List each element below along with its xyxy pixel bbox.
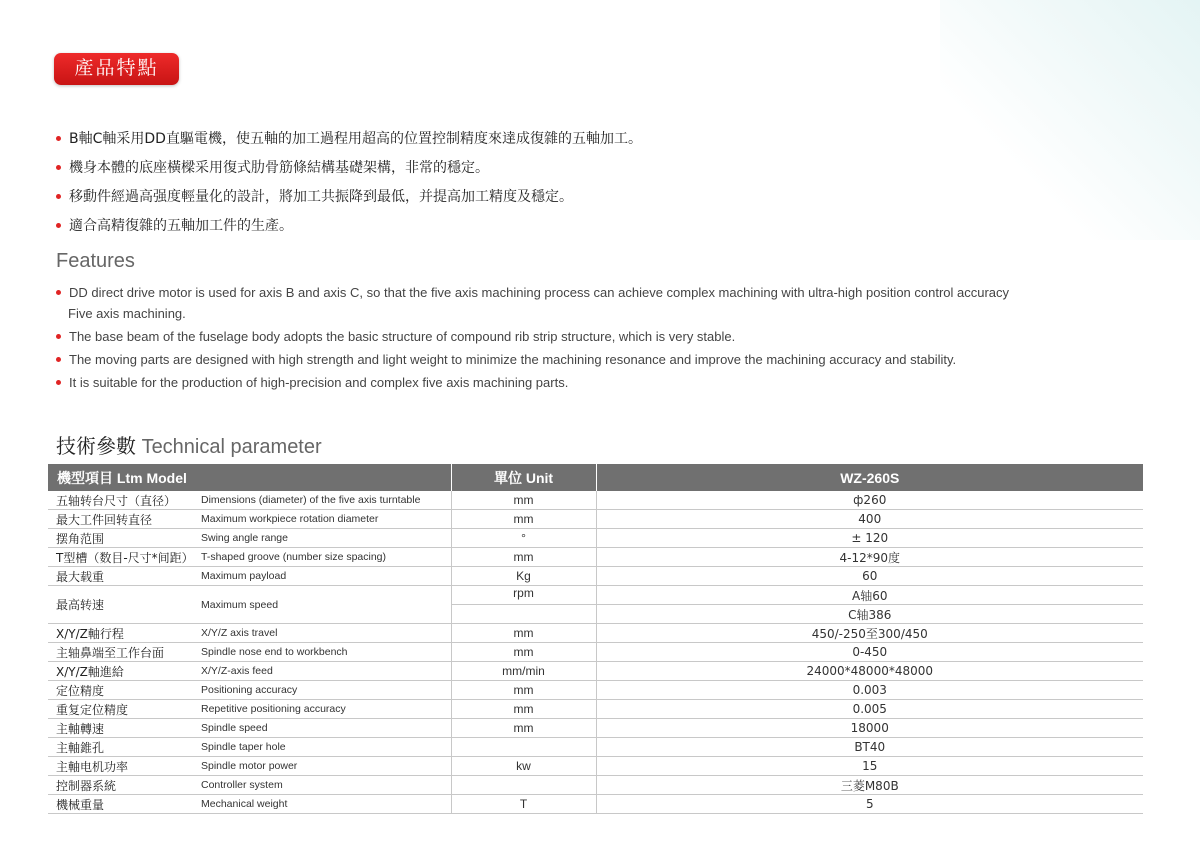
param-cn: 五轴转台尺寸（直径） xyxy=(48,491,201,510)
param-en: Controller system xyxy=(201,776,451,795)
param-cn: 主轴鼻端至工作台面 xyxy=(48,643,201,662)
list-item xyxy=(54,349,1144,370)
param-en: X/Y/Z-axis feed xyxy=(201,662,451,681)
bullet-icon xyxy=(56,334,61,339)
param-unit: Kg xyxy=(451,567,596,586)
technical-parameter-table xyxy=(48,464,1143,814)
param-value: 450/-250至300/450 xyxy=(596,624,1143,643)
param-value: 0-450 xyxy=(596,643,1143,662)
param-cn: 主軸錐孔 xyxy=(48,738,201,757)
param-value: ± 120 xyxy=(596,529,1143,548)
param-en: Maximum payload xyxy=(201,567,451,586)
feature-en-continuation: Five axis machining. xyxy=(68,306,186,321)
feature-en-text: The base beam of the fuselage body adopts the basic structure of compound rib strip structure, which is very stable. xyxy=(69,329,736,344)
table-row xyxy=(48,624,1143,643)
list-item xyxy=(54,326,1144,347)
param-value: 0.003 xyxy=(596,681,1143,700)
bullet-icon xyxy=(56,223,61,228)
param-en: Swing angle range xyxy=(201,529,451,548)
table-row xyxy=(48,700,1143,719)
param-value: ф260 xyxy=(596,491,1143,510)
param-en: X/Y/Z axis travel xyxy=(201,624,451,643)
param-unit: mm xyxy=(451,643,596,662)
bullet-icon xyxy=(56,290,61,295)
table-row xyxy=(48,586,1143,605)
table-row xyxy=(48,567,1143,586)
features-title: Features xyxy=(56,250,135,272)
param-value: 24000*48000*48000 xyxy=(596,662,1143,681)
param-value: 三菱M80B xyxy=(596,776,1143,795)
param-cn: X/Y/Z軸行程 xyxy=(48,624,201,643)
param-unit xyxy=(451,776,596,795)
param-cn: 控制器系統 xyxy=(48,776,201,795)
param-unit: ° xyxy=(451,529,596,548)
table-row xyxy=(48,719,1143,738)
param-value: 5 xyxy=(596,795,1143,814)
param-unit: T xyxy=(451,795,596,814)
features-en-list xyxy=(54,282,1144,395)
param-en: Mechanical weight xyxy=(201,795,451,814)
param-en: Dimensions (diameter) of the five axis turntable xyxy=(201,491,451,510)
param-unit xyxy=(451,738,596,757)
list-item xyxy=(54,282,1144,324)
param-value: 4-12*90度 xyxy=(596,548,1143,567)
feature-cn-text: 適合高精復雜的五軸加工件的生產。 xyxy=(69,218,293,234)
param-en: Positioning accuracy xyxy=(201,681,451,700)
feature-cn-text: 機身本體的底座橫樑采用復式肋骨筋條結構基礎架構，非常的穩定。 xyxy=(69,160,489,176)
corner-decoration xyxy=(940,0,1200,240)
param-cn: 最大载重 xyxy=(48,567,201,586)
param-cn: 摆角范围 xyxy=(48,529,201,548)
param-value: A轴60 xyxy=(596,586,1143,605)
technical-title xyxy=(56,430,322,459)
feature-en-text: DD direct drive motor is used for axis B and axis C, so that the five axis machining process can achieve complex machining with ultra-high position control accuracy xyxy=(69,285,1010,300)
table-row xyxy=(48,738,1143,757)
param-value: 18000 xyxy=(596,719,1143,738)
param-en: Maximum speed xyxy=(201,586,451,624)
param-unit: mm xyxy=(451,681,596,700)
bullet-icon xyxy=(56,357,61,362)
param-value: 60 xyxy=(596,567,1143,586)
param-cn: 最高转速 xyxy=(48,586,201,624)
table-row xyxy=(48,795,1143,814)
param-en: Spindle speed xyxy=(201,719,451,738)
param-unit: mm/min xyxy=(451,662,596,681)
list-item xyxy=(54,155,642,184)
table-header-row xyxy=(48,464,1143,491)
feature-en-text: It is suitable for the production of high-precision and complex five axis machining parts. xyxy=(69,375,569,390)
header-model: 機型項目 Ltm Model xyxy=(48,464,451,491)
section-badge: 產品特點 xyxy=(54,53,179,85)
param-en: Spindle nose end to workbench xyxy=(201,643,451,662)
bullet-icon xyxy=(56,136,61,141)
header-value: WZ-260S xyxy=(596,464,1143,491)
table-row xyxy=(48,757,1143,776)
param-unit: mm xyxy=(451,700,596,719)
list-item xyxy=(54,213,642,242)
header-unit: 單位 Unit xyxy=(451,464,596,491)
param-unit: mm xyxy=(451,510,596,529)
list-item xyxy=(54,126,642,155)
param-cn: 主軸轉速 xyxy=(48,719,201,738)
list-item xyxy=(54,184,642,213)
param-unit-empty xyxy=(451,605,596,624)
param-en: Maximum workpiece rotation diameter xyxy=(201,510,451,529)
param-value: C轴386 xyxy=(596,605,1143,624)
param-en: T-shaped groove (number size spacing) xyxy=(201,548,451,567)
table-row xyxy=(48,510,1143,529)
param-unit: kw xyxy=(451,757,596,776)
technical-title-en: Technical parameter xyxy=(141,436,322,458)
table-row xyxy=(48,662,1143,681)
table-row xyxy=(48,529,1143,548)
feature-en-text: The moving parts are designed with high strength and light weight to minimize the machining resonance and improve the machining accuracy and stability. xyxy=(69,352,957,367)
param-unit: mm xyxy=(451,624,596,643)
param-cn: 機械重量 xyxy=(48,795,201,814)
param-en: Spindle motor power xyxy=(201,757,451,776)
param-cn: X/Y/Z軸進給 xyxy=(48,662,201,681)
table-row xyxy=(48,491,1143,510)
param-cn: 最大工件回转直径 xyxy=(48,510,201,529)
param-value: 400 xyxy=(596,510,1143,529)
bullet-icon xyxy=(56,380,61,385)
bullet-icon xyxy=(56,165,61,170)
param-unit: rpm xyxy=(451,586,596,605)
features-cn-list xyxy=(54,126,642,242)
technical-title-cn: 技術參數 xyxy=(56,436,136,458)
param-cn: 重复定位精度 xyxy=(48,700,201,719)
bullet-icon xyxy=(56,194,61,199)
param-unit: mm xyxy=(451,719,596,738)
param-value: 15 xyxy=(596,757,1143,776)
param-value: 0.005 xyxy=(596,700,1143,719)
feature-cn-text: 移動件經過高强度輕量化的設計，將加工共振降到最低，并提高加工精度及穩定。 xyxy=(69,189,573,205)
table-row xyxy=(48,643,1143,662)
param-value: BT40 xyxy=(596,738,1143,757)
param-en: Spindle taper hole xyxy=(201,738,451,757)
param-cn: 主軸电机功率 xyxy=(48,757,201,776)
list-item xyxy=(54,372,1144,393)
param-cn: T型槽（数目-尺寸*间距） xyxy=(48,548,201,567)
feature-cn-text: B軸C軸采用DD直驅電機，使五軸的加工過程用超高的位置控制精度來達成復雜的五軸加工。 xyxy=(69,131,642,147)
table-row xyxy=(48,776,1143,795)
param-unit: mm xyxy=(451,548,596,567)
param-unit: mm xyxy=(451,491,596,510)
param-cn: 定位精度 xyxy=(48,681,201,700)
table-row xyxy=(48,548,1143,567)
table-row xyxy=(48,681,1143,700)
param-en: Repetitive positioning accuracy xyxy=(201,700,451,719)
